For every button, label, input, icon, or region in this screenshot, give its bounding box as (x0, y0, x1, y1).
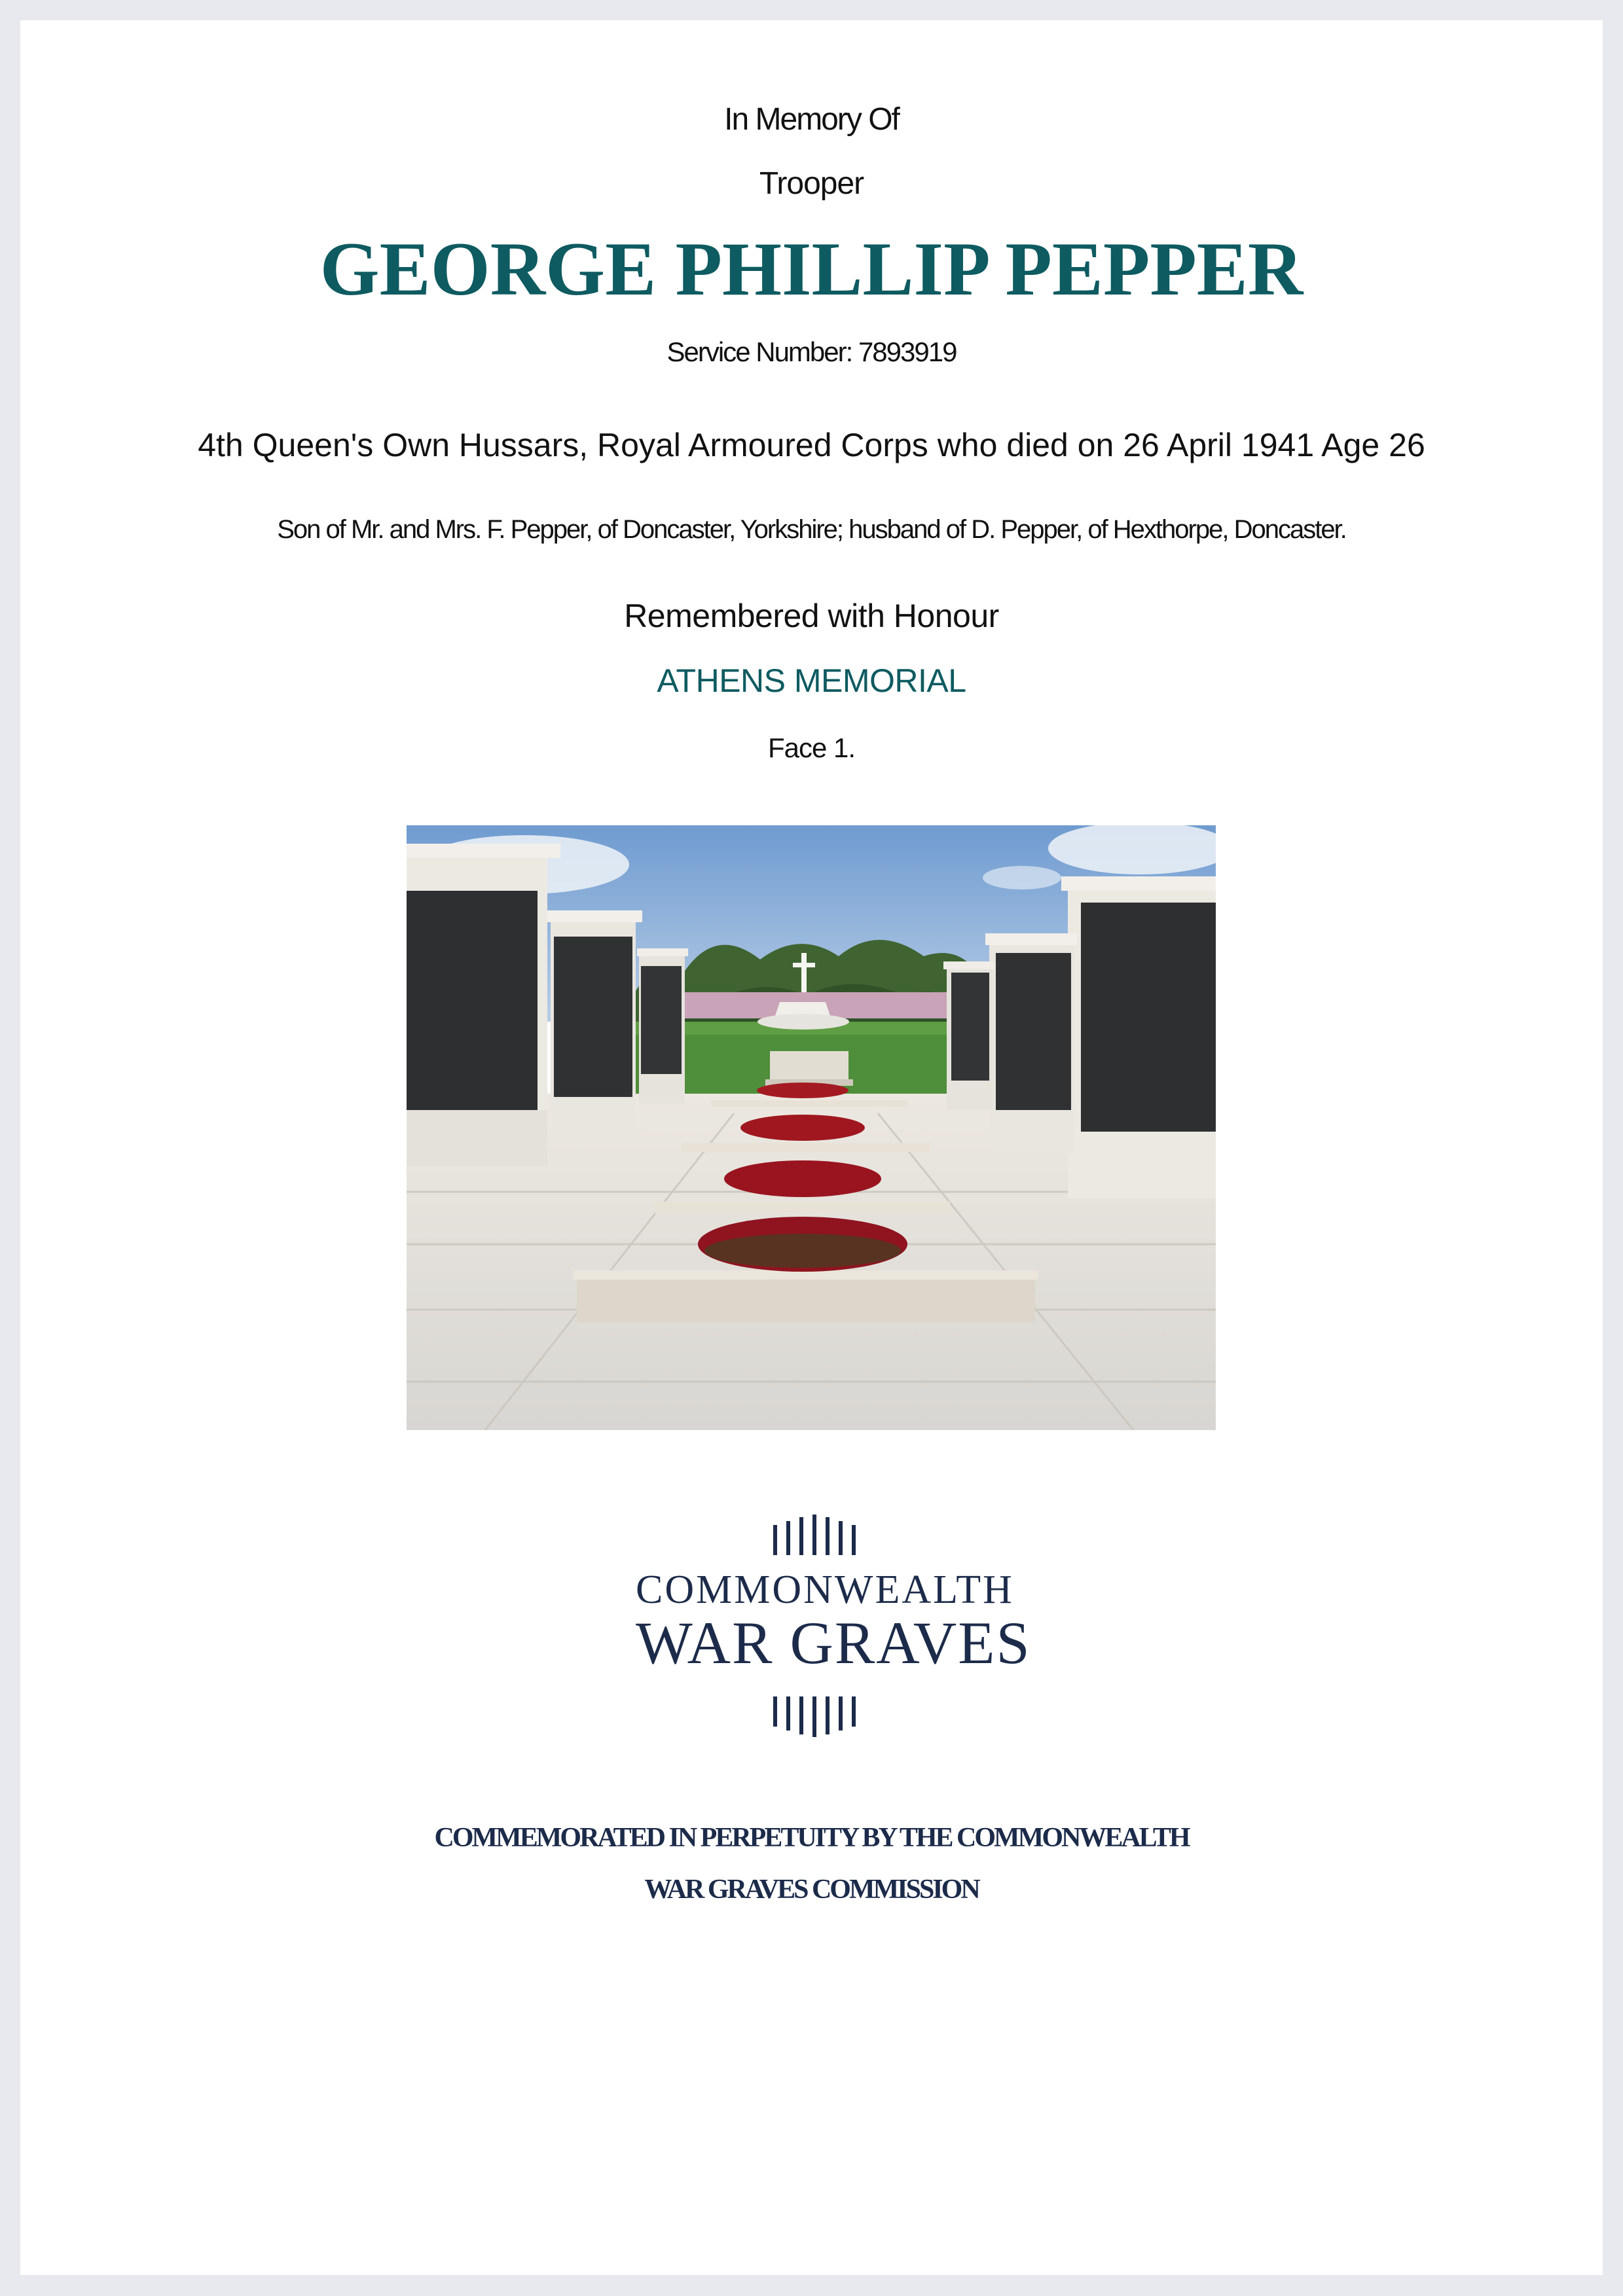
unit-and-death: 4th Queen's Own Hussars, Royal Armoured Corps who died on 26 April 1941 Age 26 (198, 427, 1425, 463)
logo-bars-bottom-icon (636, 1696, 989, 1737)
remembered-with-honour: Remembered with Honour (624, 598, 999, 634)
cwgc-logo (636, 1515, 1031, 1737)
logo-wordmark-line2: WAR GRAVES (636, 1609, 1031, 1676)
grave-reference: Face 1. (767, 732, 856, 763)
rank: Trooper (759, 166, 864, 201)
casualty-name: GEORGE PHILLIP PEPPER (319, 227, 1304, 312)
commemorated-line-2: WAR GRAVES COMMISSION (644, 1874, 979, 1905)
service-number: Service Number: 7893919 (666, 336, 957, 367)
certificate-page (20, 20, 1603, 2275)
cemetery-name: ATHENS MEMORIAL (657, 662, 966, 699)
memory-heading: In Memory Of (724, 102, 899, 137)
commemorated-line-1: COMMEMORATED IN PERPETUITY BY THE COMMONWEALTH (434, 1823, 1189, 1853)
logo-wordmark-line1: COMMONWEALTH (636, 1568, 1014, 1612)
logo-bars-top-icon (636, 1515, 989, 1555)
family-details: Son of Mr. and Mrs. F. Pepper, of Doncaster, Yorkshire; husband of D. Pepper, of Hexthorpe, Doncaster. (277, 515, 1346, 544)
memorial-photo (407, 825, 1216, 1430)
